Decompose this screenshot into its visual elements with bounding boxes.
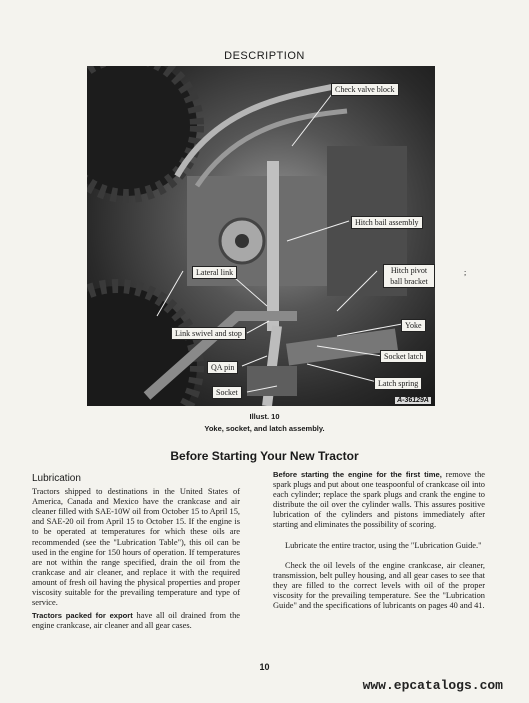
callout-yoke: Yoke — [401, 319, 426, 332]
callout-hitch-bail-assembly: Hitch bail assembly — [351, 216, 423, 229]
figure-code: A-36129A — [397, 397, 429, 404]
export-text: have all oil drained from the engine crankcase, air cleaner and all gear cases. — [32, 611, 240, 631]
left-column — [32, 470, 240, 631]
first-start-lead: Before starting the engine for the first time, — [273, 470, 442, 479]
check-oil-paragraph: Check the oil levels of the engine crankcase, air cleaner, transmission, belt pulley housing, and all gear cases to see that they are filled to the correct levels with oil of the proper viscosity for the prevailing temperature. See the "Lubrication Guide" and the specifications of lubricants on pages 40 and 41. — [273, 560, 485, 611]
first-start-text: remove the spark plugs and put about one teaspoonful of crankcase oil into each cylinder; replace the spark plugs and crank the engine to distribute the oil over the cylinder walls. This assures positive lubrication of the cylinders and pistons immediately after starting and eliminates the possibility of scoring. — [273, 470, 485, 530]
callout-latch-spring: Latch spring — [374, 377, 422, 390]
stray-mark: ; — [464, 268, 467, 277]
callout-socket: Socket — [212, 386, 242, 399]
export-lead: Tractors packed for export — [32, 611, 133, 621]
lubrication-heading: Lubrication — [32, 473, 81, 484]
page-header: DESCRIPTION — [224, 50, 305, 62]
figure-caption-title: Illust. 10 — [249, 412, 280, 421]
callout-hitch-pivot-ball-bracket: Hitch pivot ball bracket — [383, 264, 435, 288]
right-column — [273, 470, 485, 611]
lubrication-paragraph: Tractors shipped to destinations in the United States of America, Canada and Mexico have the crankcase and air cleaner filled with SAE-10W oil from October 15 to April 15, and SAE-20 oil from April 15 to October 15. If the engine is to be operated at temperatures for which these oils are recommended (see the "Lubrication Table"), this oil can be used in the engine for 150 hours of operation. If temperatures are not within the range specified, drain the oil from the crankcase and air cleaner, and replace it with the required amount of fresh oil having the physical properties and proper viscosity suitable for the prevailing temperature and type of service. — [32, 487, 240, 608]
section-heading: Before Starting Your New Tractor — [170, 449, 359, 463]
figure-caption-text: Yoke, socket, and latch assembly. — [204, 424, 325, 433]
callout-qa-pin: QA pin — [207, 361, 238, 374]
callout-socket-latch: Socket latch — [380, 350, 427, 363]
callout-lateral-link: Lateral link — [192, 266, 237, 279]
export-paragraph — [32, 611, 240, 631]
lubricate-paragraph: Lubricate the entire tractor, using the "Lubrication Guide." — [285, 540, 482, 550]
first-start-paragraph — [273, 470, 485, 531]
page-number: 10 — [259, 662, 270, 672]
callout-check-valve-block: Check valve block — [331, 83, 399, 96]
tractor-photo — [87, 66, 435, 406]
watermark-link[interactable]: www.epcatalogs.com — [362, 678, 503, 693]
callout-link-swivel-and-stop: Link swivel and stop — [171, 327, 246, 340]
